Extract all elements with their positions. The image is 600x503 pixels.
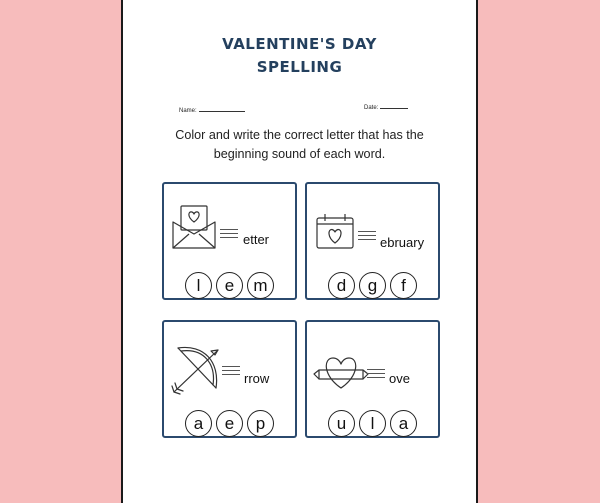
letter-choice[interactable]: l: [185, 272, 212, 299]
date-line: [380, 103, 408, 109]
blank-lines: [220, 229, 238, 241]
letter-choice[interactable]: p: [247, 410, 274, 437]
word-ending: ove: [389, 371, 410, 386]
date-field[interactable]: [364, 103, 408, 111]
name-label: Name:: [179, 108, 197, 114]
letter-choices: [307, 410, 438, 437]
heart-banner-icon: [313, 352, 369, 394]
letter-choices: [164, 272, 295, 299]
worksheet-subtitle: SPELLING: [256, 58, 343, 76]
worksheet-title: VALENTINE'S DAY: [222, 35, 377, 53]
letter-choice[interactable]: a: [185, 410, 212, 437]
envelope-heart-icon: [169, 204, 219, 250]
name-line: [199, 106, 245, 112]
word-ending: etter: [243, 232, 270, 247]
letter-choice[interactable]: u: [328, 410, 355, 437]
card-arrow: [162, 320, 297, 438]
card-february: [305, 182, 440, 300]
card-letter: [162, 182, 297, 300]
word-ending: rrow: [244, 371, 270, 386]
card-love: [305, 320, 440, 438]
instruction-line-1: Color and write the correct letter that has the: [175, 128, 424, 142]
letter-choice[interactable]: a: [390, 410, 417, 437]
letter-choice[interactable]: e: [216, 272, 243, 299]
instructions: [123, 126, 476, 164]
word-ending: ebruary: [380, 235, 425, 250]
blank-lines: [367, 369, 385, 381]
name-field[interactable]: [179, 106, 245, 114]
letter-choice[interactable]: e: [216, 410, 243, 437]
letter-choice[interactable]: l: [359, 410, 386, 437]
blank-lines: [358, 231, 376, 243]
letter-choice[interactable]: d: [328, 272, 355, 299]
date-label: Date:: [364, 105, 379, 111]
letter-choice[interactable]: m: [247, 272, 274, 299]
letter-choices: [164, 410, 295, 437]
letter-choices: [307, 272, 438, 299]
letter-choice[interactable]: f: [390, 272, 417, 299]
instruction-line-2: beginning sound of each word.: [213, 147, 386, 161]
worksheet-page: [121, 0, 478, 503]
blank-lines: [222, 366, 240, 378]
calendar-heart-icon: [313, 212, 359, 252]
bow-arrow-icon: [168, 340, 224, 398]
letter-choice[interactable]: g: [359, 272, 386, 299]
